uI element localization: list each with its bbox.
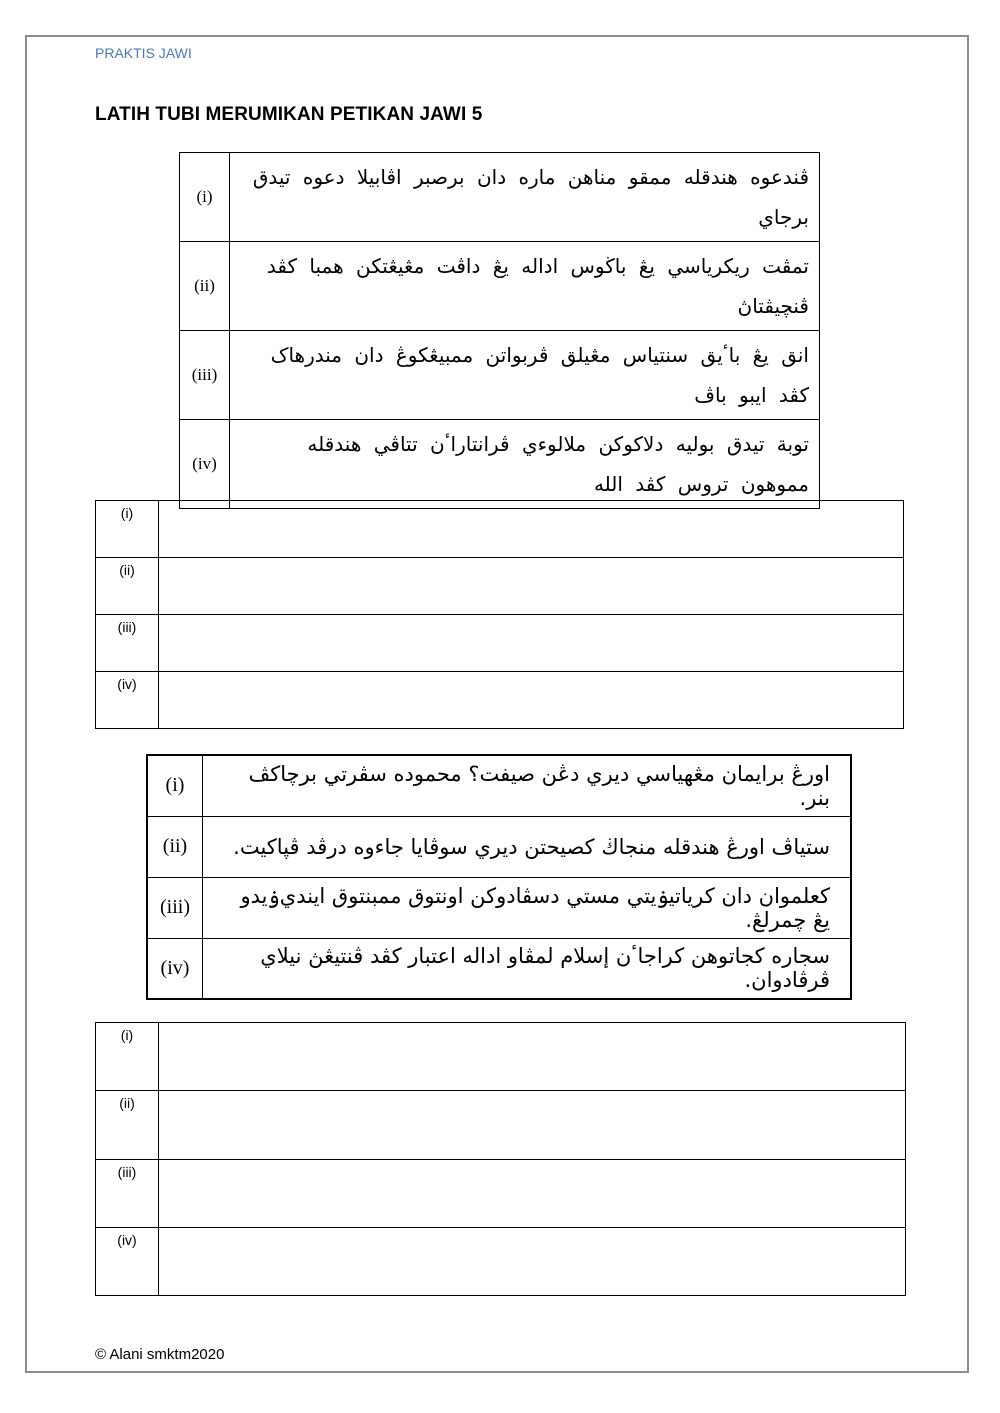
- copyright-footer: © Alani smktm2020: [95, 1346, 225, 1363]
- answer-row: [96, 615, 904, 672]
- row-number: (i): [96, 1023, 159, 1091]
- row-number: (ii): [96, 1091, 159, 1160]
- answer-row: [96, 1023, 906, 1091]
- answer-field[interactable]: [159, 501, 904, 558]
- table-row: [147, 877, 851, 938]
- row-number: (ii): [147, 816, 203, 877]
- row-number: (iv): [147, 938, 203, 999]
- jawi-text: اورڠ برايمان مڠهياسي ديري دڠن صيفت؟ محموده سڤرتي برچاکڤ بنر.: [203, 755, 852, 816]
- jawi-text: انق يڠ باٴيق سنتياس مڠيلق ڤربواتن ممبيڠکوڠ دان مندرهاک کڤد ايبو باڤ: [230, 331, 820, 420]
- table-row: [180, 153, 820, 242]
- header-label: PRAKTIS JAWI: [95, 45, 192, 61]
- table-row: [147, 755, 851, 816]
- jawi-passage-table-2: [146, 754, 852, 1000]
- answer-field[interactable]: [159, 1023, 906, 1091]
- answer-field[interactable]: [159, 1091, 906, 1160]
- answer-row: [96, 1228, 906, 1296]
- row-number: (i): [96, 501, 159, 558]
- table-row: [180, 420, 820, 509]
- page-title: LATIH TUBI MERUMIKAN PETIKAN JAWI 5: [95, 104, 483, 125]
- jawi-text: ڤندعوه هندقله ممقو مناهن ماره دان برصبر اڤابيلا دعوه تيدق برجاي: [230, 153, 820, 242]
- answer-field[interactable]: [159, 1160, 906, 1228]
- jawi-text: سجاره کجاتوهن کراجاٴن إسلام لمڤاو اداله اعتبار کڤد ڤنتيڠڽ نيلاي ڤرڤادوان.: [203, 938, 852, 999]
- row-number: (iii): [96, 1160, 159, 1228]
- jawi-passage-table-1: [179, 152, 820, 509]
- answer-row: [96, 558, 904, 615]
- table-row: [180, 331, 820, 420]
- row-number: (ii): [96, 558, 159, 615]
- answer-field[interactable]: [159, 672, 904, 729]
- answer-row: [96, 501, 904, 558]
- jawi-text: کعلموان دان کرياتيۏيتي مستي دسڤادوکن اونتوق ممبنتوق ايندي‌ۏيدو يڠ چمرلڠ.: [203, 877, 852, 938]
- row-number: (iv): [96, 672, 159, 729]
- row-number: (i): [147, 755, 203, 816]
- answer-row: [96, 1160, 906, 1228]
- jawi-text: تمڤت ريکرياسي يڠ باڬوس اداله يڠ داڤت مڠيڠتکن همبا کڤد ڤنچيڤتاڽ: [230, 242, 820, 331]
- row-number: (i): [180, 153, 230, 242]
- table-row: [180, 242, 820, 331]
- answer-table-1: [95, 500, 904, 729]
- row-number: (iv): [96, 1228, 159, 1296]
- answer-row: [96, 1091, 906, 1160]
- table-row: [147, 816, 851, 877]
- table-row: [147, 938, 851, 999]
- jawi-text: توبة تيدق بوليه دلاکوکن ملالوءي ڤرانتاراٴن تتاڤي هندقله مموهون تروس کڤد الله: [230, 420, 820, 509]
- answer-field[interactable]: [159, 1228, 906, 1296]
- row-number: (iii): [96, 615, 159, 672]
- answer-table-2: [95, 1022, 906, 1296]
- row-number: (iii): [180, 331, 230, 420]
- answer-field[interactable]: [159, 615, 904, 672]
- answer-field[interactable]: [159, 558, 904, 615]
- answer-row: [96, 672, 904, 729]
- row-number: (ii): [180, 242, 230, 331]
- row-number: (iv): [180, 420, 230, 509]
- row-number: (iii): [147, 877, 203, 938]
- jawi-text: ستياڤ اورڠ هندقله منجاڬ کصيحتن ديري سوڤايا جاءوه درڤد ڤپاکيت.: [203, 816, 852, 877]
